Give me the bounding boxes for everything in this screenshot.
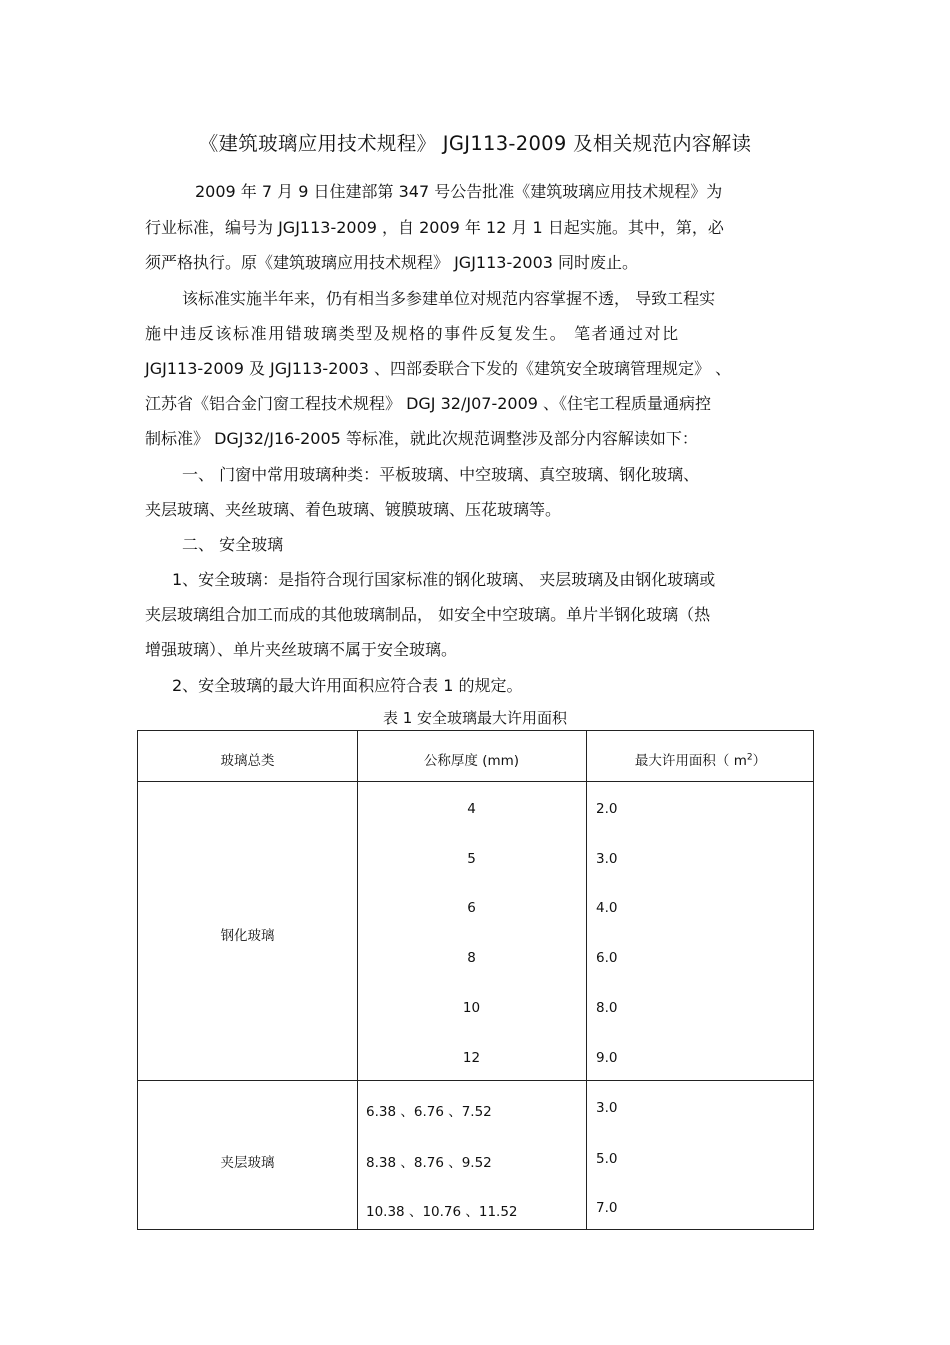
table-cell-area: 8.0 xyxy=(596,1000,618,1016)
table-cell-area: 6.0 xyxy=(596,950,618,966)
table-row-divider xyxy=(138,1080,813,1081)
paragraph-line: 夹层玻璃组合加工而成的其他玻璃制品， 如安全中空玻璃。单片半钢化玻璃（热 xyxy=(145,605,711,624)
table-cell-thickness: 5 xyxy=(467,851,476,867)
paragraph-line: JGJ113-2009 及 JGJ113-2003 、四部委联合下发的《建筑安全玻璃管理规定》 、 xyxy=(145,359,732,378)
paragraph-line: 1、安全玻璃：是指符合现行国家标准的钢化玻璃、 夹层玻璃及由钢化玻璃或 xyxy=(172,570,716,589)
section-heading: 二、 安全玻璃 xyxy=(182,535,284,554)
table-cell-area: 7.0 xyxy=(596,1200,618,1216)
table-cell-area: 3.0 xyxy=(596,851,618,867)
table-row-group-label: 钢化玻璃 xyxy=(220,928,275,944)
table-header-cell: 公称厚度 (mm) xyxy=(423,753,520,769)
paragraph-line: 增强玻璃）、单片夹丝玻璃不属于安全玻璃。 xyxy=(145,640,458,659)
table-cell-area: 9.0 xyxy=(596,1050,618,1066)
paragraph-line: 2009 年 7 月 9 日住建部第 347 号公告批准《建筑玻璃应用技术规程》为 xyxy=(195,182,723,201)
table-caption: 表 1 安全玻璃最大许用面积 xyxy=(382,709,568,727)
paragraph-line: 一、 门窗中常用玻璃种类：平板玻璃、中空玻璃、真空玻璃、钢化玻璃、 xyxy=(182,465,700,484)
paragraph-line: 夹层玻璃、夹丝玻璃、着色玻璃、镀膜玻璃、压花玻璃等。 xyxy=(145,500,562,519)
paragraph-line: 江苏省《铝合金门窗工程技术规程》 DGJ 32/J07-2009 、《住宅工程质量通病控 xyxy=(145,394,712,413)
table-cell-area: 5.0 xyxy=(596,1151,618,1167)
table-cell-thickness: 8 xyxy=(467,950,476,966)
table-cell-thickness: 12 xyxy=(462,1050,481,1066)
table-cell-area: 4.0 xyxy=(596,900,618,916)
paragraph-line: 施中违反该标准用错玻璃类型及规格的事件反复发生。 笔者通过对比 xyxy=(145,324,680,343)
document-title: 《建筑玻璃应用技术规程》 JGJ113-2009 及相关规范内容解读 xyxy=(198,132,752,155)
table-cell-thickness: 6.38 、6.76 、7.52 xyxy=(366,1104,492,1120)
table-header-cell: 最大许用面积（ $m^2$） xyxy=(634,752,767,769)
paragraph-line: 制标准》 DGJ32/J16-2005 等标准，就此次规范调整涉及部分内容解读如下： xyxy=(145,429,698,448)
table-cell-thickness: 10.38 、10.76 、11.52 xyxy=(366,1204,518,1220)
table-column-divider xyxy=(586,731,587,1229)
table-row-group-label: 夹层玻璃 xyxy=(220,1155,275,1171)
table-cell-thickness: 4 xyxy=(467,801,476,817)
paragraph-line: 须严格执行。原《建筑玻璃应用技术规程》 JGJ113-2003 同时废止。 xyxy=(145,253,639,272)
table-cell-area: 2.0 xyxy=(596,801,618,817)
table-cell-thickness: 10 xyxy=(462,1000,481,1016)
table-header-cell: 玻璃总类 xyxy=(220,753,275,769)
paragraph-line: 行业标准，编号为 JGJ113-2009 ，自 2009 年 12 月 1 日起实施。其中，第，必 xyxy=(145,218,724,237)
table-row-divider xyxy=(138,781,813,782)
table-cell-thickness: 6 xyxy=(467,900,476,916)
paragraph-line: 2、安全玻璃的最大许用面积应符合表 1 的规定。 xyxy=(172,676,523,695)
safety-glass-table xyxy=(137,730,814,1230)
table-cell-area: 3.0 xyxy=(596,1100,618,1116)
paragraph-line: 该标准实施半年来，仍有相当多参建单位对规范内容掌握不透， 导致工程实 xyxy=(182,289,716,308)
table-cell-thickness: 8.38 、8.76 、9.52 xyxy=(366,1155,492,1171)
